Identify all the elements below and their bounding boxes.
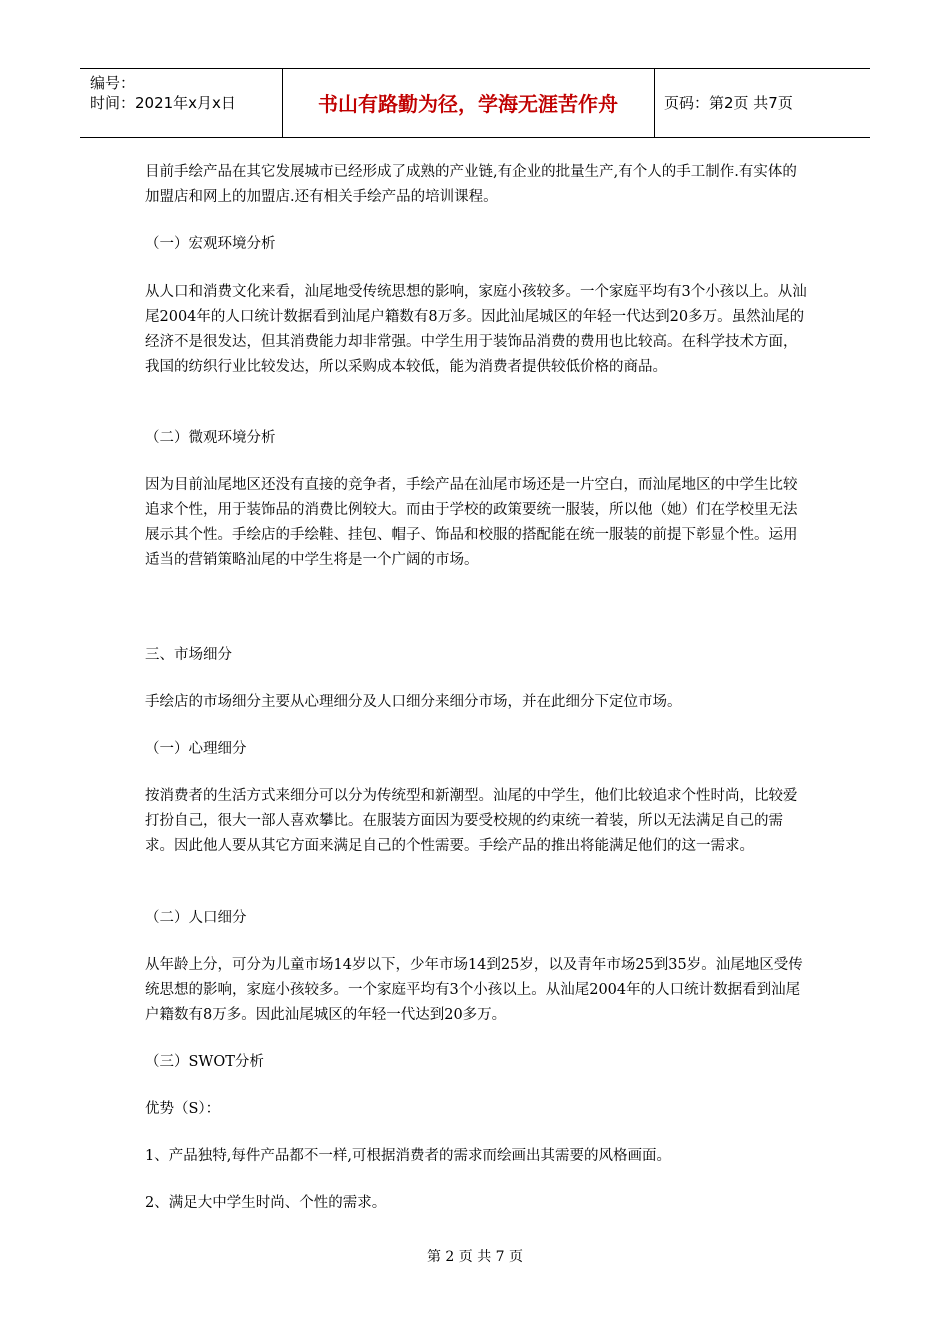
paragraph-market-segmentation: 手绘店的市场细分主要从心理细分及人口细分来细分市场，并在此细分下定位市场。: [145, 694, 682, 710]
heading-psychographic: （一）心理细分: [145, 741, 247, 757]
page-header: [80, 68, 870, 138]
paragraph-psychographic: 按消费者的生活方式来细分可以分为传统型和新潮型。汕尾的中学生，他们比较追求个性时尚，比较爱打扮自己，很大一部人喜欢攀比。在服装方面因为要受校规的约束统一着装，所以无法满足自己的需求。因此他人要从其它方面来满足自己的个性需要。手绘产品的推出将能满足他们的这一需求。: [145, 788, 798, 854]
heading-demographic: （二）人口细分: [145, 910, 247, 926]
header-motto: 书山有路勤为径，学海无涯苦作舟: [318, 92, 618, 116]
time-label: 时间：2021年x月x日: [90, 94, 236, 112]
heading-market-segmentation: 三、市场细分: [145, 647, 232, 663]
header-page-label: 页码：第2页 共7页: [664, 94, 793, 112]
label-strengths: 优势（S）：: [145, 1101, 221, 1117]
heading-swot: （三）SWOT分析: [145, 1054, 264, 1070]
page-footer: 第 2 页 共 7 页: [426, 1249, 524, 1265]
paragraph-demographic: 从年龄上分，可分为儿童市场14岁以下，少年市场14到25岁，以及青年市场25到35岁。汕尾地区受传统思想的影响，家庭小孩较多。一个家庭平均有3个小孩以上。从汕尾2004年的人口统计数据看到汕尾户籍数有8万多。因此汕尾城区的年轻一代达到20多万。: [145, 957, 803, 1023]
header-left-cell: [90, 73, 236, 113]
heading-macro-environment: （一）宏观环境分析: [145, 236, 276, 252]
intro-paragraph: 目前手绘产品在其它发展城市已经形成了成熟的产业链,有企业的批量生产,有个人的手工制作.有实体的加盟店和网上的加盟店.还有相关手绘产品的培训课程。: [145, 164, 797, 205]
header-divider-right: [654, 69, 655, 137]
list-item-strength-1: 1、产品独特,每件产品都不一样,可根据消费者的需求而绘画出其需要的风格画面。: [145, 1148, 671, 1164]
paragraph-micro-environment: 因为目前汕尾地区还没有直接的竞争者，手绘产品在汕尾市场还是一片空白，而汕尾地区的中学生比较追求个性，用于装饰品的消费比例较大。而由于学校的政策要统一服装，所以他（她）们在学校里无法展示其个性。手绘店的手绘鞋、挂包、帽子、饰品和校服的搭配能在统一服装的前提下彰显个性。运用适当的营销策略汕尾的中学生将是一个广阔的市场。: [145, 477, 798, 568]
serial-label: 编号：: [90, 74, 136, 92]
paragraph-macro-environment: 从人口和消费文化来看，汕尾地受传统思想的影响，家庭小孩较多。一个家庭平均有3个小孩以上。从汕尾2004年的人口统计数据看到汕尾户籍数有8万多。因此汕尾城区的年轻一代达到20多万。虽然汕尾的经济不是很发达，但其消费能力却非常强。中学生用于装饰品消费的费用也比较高。在科学技术方面，我国的纺织行业比较发达，所以采购成本较低，能为消费者提供较低价格的商品。: [145, 284, 807, 375]
heading-micro-environment: （二）微观环境分析: [145, 430, 276, 446]
list-item-strength-2: 2、满足大中学生时尚、个性的需求。: [145, 1195, 387, 1211]
